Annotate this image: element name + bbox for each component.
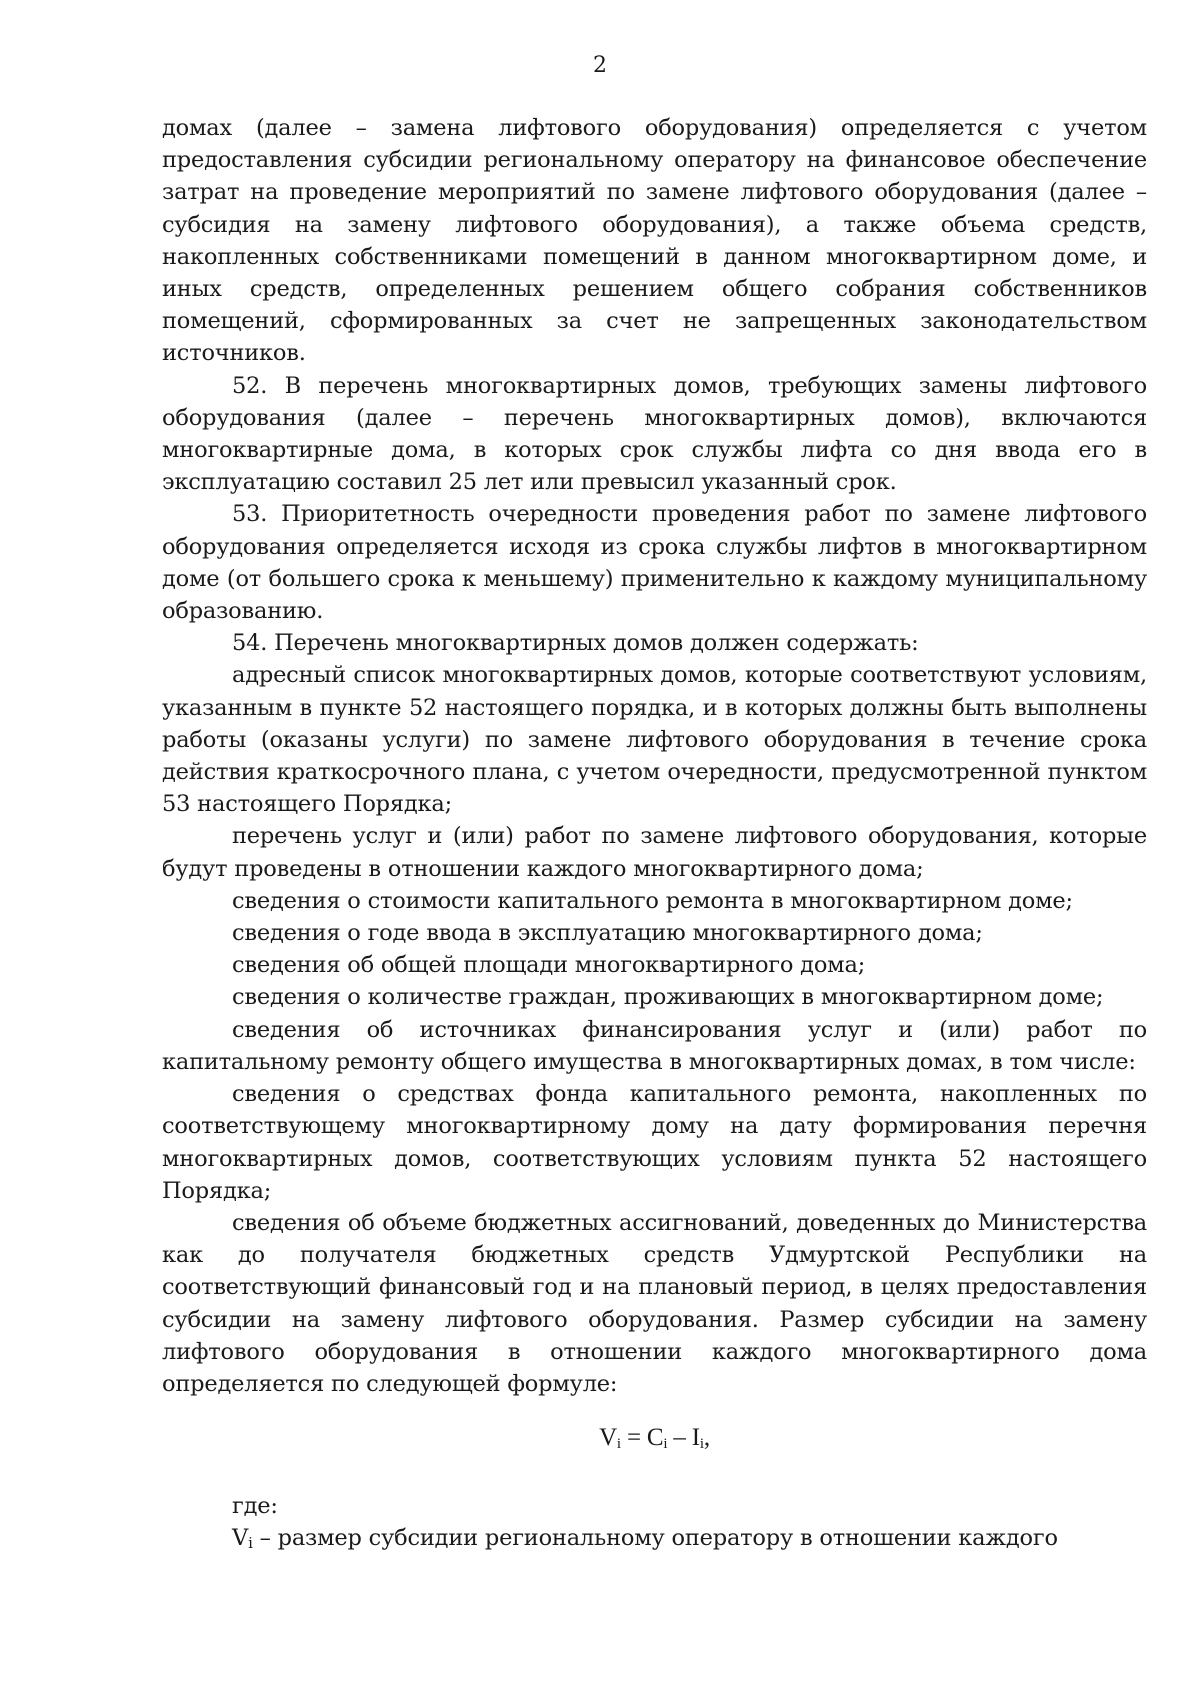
list-item-residents-count: сведения о количестве граждан, проживающих в многоквартирном доме;: [232, 984, 1104, 1011]
list-item-commission-year: сведения о годе ввода в эксплуатацию многоквартирного дома;: [232, 920, 983, 947]
formula-v: V: [599, 1424, 617, 1452]
formula-minus: –: [667, 1424, 692, 1452]
formula-i: I: [691, 1424, 700, 1452]
definition-vi: [162, 1522, 1147, 1559]
list-item-total-area: сведения об общей площади многоквартирного дома;: [232, 952, 866, 979]
paragraph-item-54: 54. Перечень многоквартирных домов должен содержать:: [232, 630, 919, 657]
document-body: [162, 112, 1147, 1560]
definition-text: – размер субсидии региональному оператору в отношении каждого: [252, 1525, 1058, 1552]
list-item-repair-fund: сведения о средствах фонда капитального ремонта, накопленных по соответствующему многоквартирному дому на дату формирования перечня многоквартирных домов, соответствующих условиям пункта 52 настоящего Порядка;: [162, 1081, 1147, 1204]
formula-comma: ,: [703, 1424, 710, 1452]
page-number: 2: [593, 53, 607, 78]
formula-v-subscript: i: [616, 1436, 621, 1453]
where-label: где:: [232, 1493, 278, 1520]
formula-equals: =: [620, 1424, 647, 1452]
list-item-works-list: перечень услуг и (или) работ по замене лифтового оборудования, которые будут проведены в отношении каждого многоквартирного дома;: [162, 823, 1147, 882]
formula-i-subscript: i: [699, 1436, 704, 1453]
formula-c: C: [646, 1424, 664, 1452]
formula-c-subscript: i: [663, 1436, 668, 1453]
paragraph-item-53: 53. Приоритетность очередности проведения работ по замене лифтового оборудования определяется исходя из срока службы лифтов в многоквартирном доме (от большего срока к меньшему) применительно к каждому муниципальному образованию.: [162, 501, 1147, 625]
list-item-repair-cost: сведения о стоимости капитального ремонта в многоквартирном доме;: [232, 887, 1073, 914]
list-item-address-list: адресный список многоквартирных домов, которые соответствуют условиям, указанным в пункте 52 настоящего порядка, и в которых должны быть выполнены работы (оказаны услуги) по замене лифтового оборудования в течение срока действия краткосрочного плана, с учетом очередности, предусмотренной пунктом 53 настоящего Порядка;: [162, 662, 1147, 818]
list-item-funding-sources: сведения об источниках финансирования услуг и (или) работ по капитальному ремонту общего имущества в многоквартирных домах, в том числе:: [162, 1016, 1147, 1075]
definition-symbol: V: [232, 1525, 249, 1552]
list-item-budget-allocations: сведения об объеме бюджетных ассигнований, доведенных до Министерства как до получателя бюджетных средств Удмуртской Республики на соответствующий финансовый год и на плановый период, в целях предоставления субсидии на замену лифтового оборудования. Размер субсидии на замену лифтового оборудования в отношении каждого многоквартирного дома определяется по следующей формуле:: [162, 1209, 1147, 1397]
paragraph-item-52: 52. В перечень многоквартирных домов, требующих замены лифтового оборудования (далее – перечень многоквартирных домов), включаются многоквартирные дома, в которых срок службы лифта со дня ввода его в эксплуатацию составил 25 лет или превысил указанный срок.: [162, 372, 1147, 496]
definition-symbol-subscript: i: [248, 1534, 253, 1553]
subsidy-formula: [162, 1422, 1147, 1460]
paragraph-continuation: домах (далее – замена лифтового оборудования) определяется с учетом предоставления субсидии региональному оператору на финансовое обеспечение затрат на проведение мероприятий по замене лифтового оборудования (далее – субсидия на замену лифтового оборудования), а также объема средств, накопленных собственниками помещений в данном многоквартирном доме, и иных средств, определенных решением общего собрания собственников помещений, сформированных за счет не запрещенных законодательством источников.: [162, 115, 1147, 367]
